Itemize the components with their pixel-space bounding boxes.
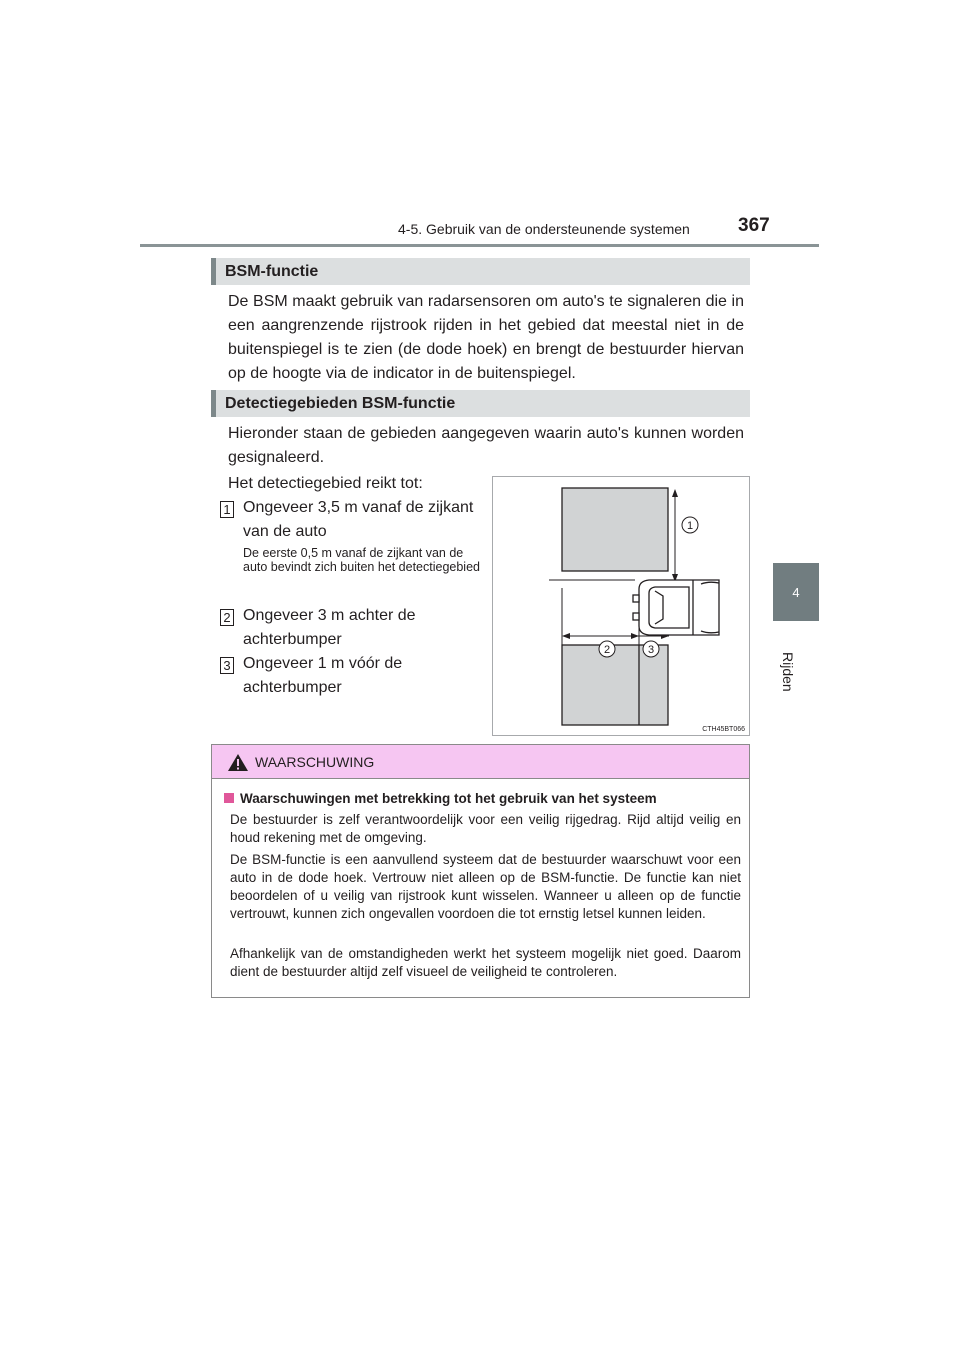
- section-heading-bsm: BSM-functie: [211, 258, 750, 285]
- dimension-arrow-2-left: [562, 633, 570, 639]
- vehicle-icon: [633, 580, 719, 635]
- detection-area-figure: [492, 476, 750, 736]
- warning-title-text: Waarschuwingen met betrekking tot het gebruik van het systeem: [240, 791, 657, 806]
- chapter-tab[interactable]: [773, 563, 819, 621]
- warning-triangle-icon: [227, 753, 249, 772]
- callout-2-icon: [599, 641, 615, 657]
- item-number-1: 1: [220, 501, 234, 518]
- item-text-1: Ongeveer 3,5 m vanaf de zijkant van de auto: [243, 499, 474, 540]
- zone-upper: [562, 488, 668, 571]
- callout-1-label: 1: [686, 520, 694, 532]
- warning-box: [211, 744, 750, 998]
- item-text-3: Ongeveer 1 m vóór de achterbumper: [243, 655, 403, 696]
- warning-title: [224, 791, 657, 806]
- page-number: 367: [738, 215, 770, 236]
- bullet-square-icon: [224, 793, 234, 803]
- dimension-arrow-2-mid: [631, 633, 639, 639]
- item-number-2: 2: [220, 609, 234, 626]
- detection-lead: Het detectiegebied reikt tot:: [228, 475, 423, 492]
- item-note: De eerste 0,5 m vanaf de zijkant van de auto bevindt zich buiten het detectiegebied: [243, 546, 480, 574]
- item-number-3: 3: [220, 657, 234, 674]
- section-detection-intro: Hieronder staan de gebieden aangegeven waarin auto's kunnen worden gesignaleerd.: [228, 425, 744, 466]
- callout-3-label: 3: [647, 644, 655, 656]
- figure-code: CTH45BT066: [702, 726, 745, 733]
- warning-paragraph-2: De BSM-functie is een aanvullend systeem dat de bestuurder waarschuwt voor een auto in de dode hoek. Vertrouw niet alleen op de BSM-functie. De functie kan niet beoordelen of u veilig van rijstrook kunt wisselen. Wanneer u alleen op de functie vertrouwt, kunnen zich ongevallen voordoen die tot ernstig letsel kunnen leiden.: [230, 852, 741, 921]
- chapter-number: 4: [792, 584, 800, 600]
- callout-2-label: 2: [603, 644, 611, 656]
- header-divider: [140, 244, 819, 247]
- warning-label: WAARSCHUWING: [255, 754, 375, 770]
- warning-header: [212, 745, 749, 779]
- chapter-label: Rijden: [780, 652, 796, 692]
- callout-3-icon: [643, 641, 659, 657]
- callout-1-icon: [682, 517, 698, 533]
- item-text-2: Ongeveer 3 m achter de achterbumper: [243, 607, 416, 648]
- warning-paragraph-3: Afhankelijk van de omstandigheden werkt het systeem mogelijk niet goed. Daarom dient de bestuurder altijd zelf visueel de veiligheid te controleren.: [230, 946, 741, 979]
- dimension-arrow-1-top: [672, 489, 678, 497]
- detection-area-diagram: [493, 477, 749, 735]
- warning-paragraph-1: De bestuurder is zelf verantwoordelijk voor een veilig rijgedrag. Rijd altijd veilig en houd rekening met de omgeving.: [230, 812, 741, 845]
- section-bsm-paragraph: De BSM maakt gebruik van radarsensoren om auto's te signaleren die in een aangrenzende rijstrook rijden in het gebied dat meestal niet in de buitenspiegel is te zien (de dode hoek) en brengt de bestuurder hiervan op de hoogte via de indicator in de buitenspiegel.: [228, 293, 744, 382]
- section-heading-detection: Detectiegebieden BSM-functie: [211, 390, 750, 417]
- header-section-title: 4-5. Gebruik van de ondersteunende systemen: [398, 221, 690, 237]
